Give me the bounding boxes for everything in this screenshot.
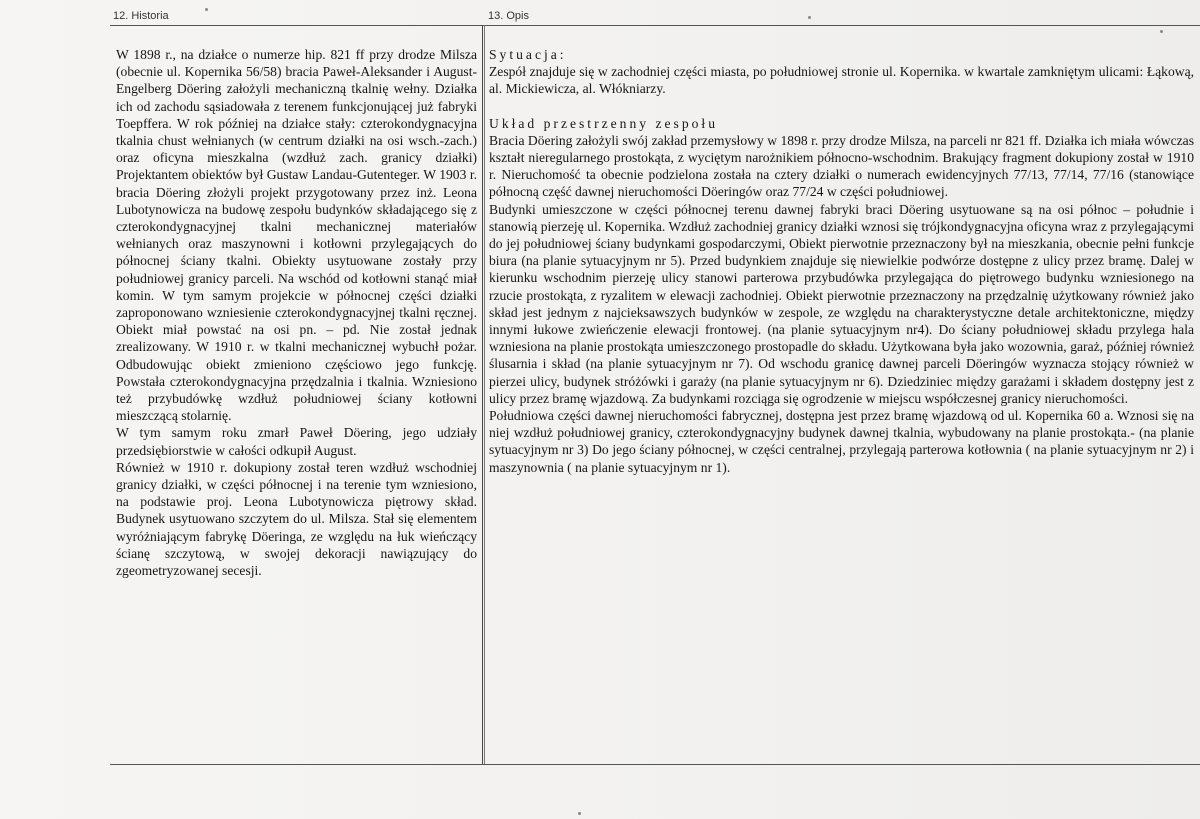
column-divider-inner xyxy=(484,25,485,765)
table-top-rule xyxy=(110,25,1200,26)
scan-speck xyxy=(1160,30,1163,33)
scan-speck xyxy=(808,16,811,19)
layout-paragraph: Budynki umieszczone w części północnej terenu dawnej fabryki braci Döering usytuowane są na osi północ – południe i stanowią pierzeję ul. Kopernika. Wzdłuż zachodniej granicy działki wznosi się trójkondygnacyjna oficyna wraz z przylegającymi do jej południowej ściany budynkami gospodarczymi, Obiekt pierwotnie przeznaczony był na mieszkania, obecnie pełni funkcje biura (na planie sytuacyjnym nr 5). Przed budynkiem znajduje się niewielkie podwórze dostępne z ulicy przez bramę. Dalej w kierunku wschodnim pierzeję ulicy stanowi parterowa przybudówka przylegająca do piętrowego budynku wzniesionego na rzucie prostokąta, z ryzalitem w elewacji zachodniej. Obiekt pierwotnie przeznaczony na przędzalnię użytkowany również jako skład jest jednym z najcieksawszych budynków w zespole, ze względu na charakterystyczne detale architektoniczne, między innymi łukowe zwieńczenie elewacji frontowej. (na planie sytuacyjnym nr4). Do ściany południowej składu przylega hala wzniesiona na planie prostokąta umieszczonego prostopadle do składu. Użytkowana była jako wozownia, garaż, później również ślusarnia i skład (na planie sytuacyjnym nr 7). Od wschodu granicę dawnej parceli Döeringów wyznacza stojący również w pierzei ulicy, budynek stróżówki i garaży (na planie sytuacyjnym nr 6). Dziedziniec między garażami i składem dostępny jest z ulicy przez bramę wjazdową. Za budynkami rozciąga się ogrodzenie w miejscu współczesnej granicy nieruchomości. xyxy=(489,201,1194,406)
scan-speck xyxy=(578,812,581,815)
history-paragraph: Również w 1910 r. dokupiony został teren wzdłuż wschodniej granicy działki, w części północnej i na terenie tym wzniesiono, na podstawie proj. Leona Lubotynowicza piętrowy skład. Budynek usytuowano szczytem do ul. Milsza. Stał się elementem wyróżniającym fabrykę Döeringa, ze względu na łuk wieńczący ścianę szczytową, w swojej dekoracji nawiązujący do zgeometryzowanej secesji. xyxy=(116,459,477,579)
situation-text: Zespół znajduje się w zachodniej części miasta, po południowej stronie ul. Kopernika. w kwartale zamkniętym ulicami: Łąkową, al. Mickiewicza, al. Włókniarzy. xyxy=(489,64,1194,97)
section-header-description: 13. Opis xyxy=(488,10,529,22)
layout-paragraph: Południowa części dawnej nieruchomości fabrycznej, dostępna jest przez bramę wjazdową od ul. Kopernika 60 a. Wznosi się na niej wzdłuż południowej granicy, czterokondygnacyjny budynek dawnej tkalnia, wybudowany na planie prostokąta.- (na planie sytuacyjnym nr 3) Do jego ściany północnej, w części centralnej, przylegają parterowa kotłownia ( na planie sytuacyjnym nr 2) i maszynownia ( na planie sytuacyjnym nr 1). xyxy=(489,408,1194,475)
history-column xyxy=(116,46,477,579)
layout-heading: Układ przestrzenny zespołu xyxy=(489,115,718,131)
history-paragraph: W tym samym roku zmarł Paweł Döering, jego udziały przedsiębiorstwie w całości odkupił August. xyxy=(116,425,477,458)
history-paragraph: W 1898 r., na działce o numerze hip. 821 ff przy drodze Milsza (obecnie ul. Kopernika 56/58) bracia Paweł-Aleksander i August-Engelberg Döering założyli mechaniczną tkalnię wełny. Działka ich od zachodu sąsiadowała z terenem funkcjonującej już fabryki Toepffera. W rok później na działce stały: czterokondygnacyjna tkalnia chust wełnianych (w centrum działki na osi wsch.-zach.) oraz oficyna mieszkalna (wzdłuż zach. granicy działki) Projektantem obiektów był Gustaw Landau-Gutenteger. W 1903 r. bracia Döering złożyli projekt przygotowany przez inż. Leona Lubotynowicza na budowę zespołu budynków składającego się z czterokondygnacyjnej tkalni mechanicznej materiałów wełnianych oraz maszynowni i kotłowni przylegających do północnej ściany tkalni. Obiekty usytuowane zostały przy południowej granicy parceli. Na wschód od kotłowni stanąć miał komin. W tym samym projekcie w północnej części działki zaproponowano wzniesienie czterokondygnacyjnej tkalni ręcznej. Obiekt miał powstać na osi pn. – pd. Nie został jednak zrealizowany. W 1910 r. w tkalni mechanicznej wybuchł pożar. Odbudowując obiekt zmieniono częściowo jego funkcję. Powstała czterokondygnacyjna przędzalnia i tkalnia. Wzniesiono też przybudówkę wzdłuż południowej ściany kotłowni mieszczącą stolarnię. xyxy=(116,47,477,424)
layout-paragraph: Bracia Döering założyli swój zakład przemysłowy w 1898 r. przy drodze Milsza, na parceli nr 821 ff. Działka ich miała wówczas kształt nieregularnego prostokąta, z wyciętym narożnikiem północno-wschodnim. Brakujący fragment dokupiony został w 1910 r. Nieruchomość ta obecnie podzielona została na cztery działki o numerach ewidencyjnych 77/13, 77/14, 77/16 (stanowiące północną część dawnej nieruchomości Döeringów oraz 77/24 w części południowej. xyxy=(489,132,1194,200)
section-header-history: 12. Historia xyxy=(113,10,169,22)
scan-speck xyxy=(205,8,208,11)
table-bottom-rule xyxy=(110,764,1200,765)
description-column xyxy=(489,46,1194,476)
situation-heading: Sytuacja: xyxy=(489,47,567,62)
column-divider xyxy=(482,25,483,765)
